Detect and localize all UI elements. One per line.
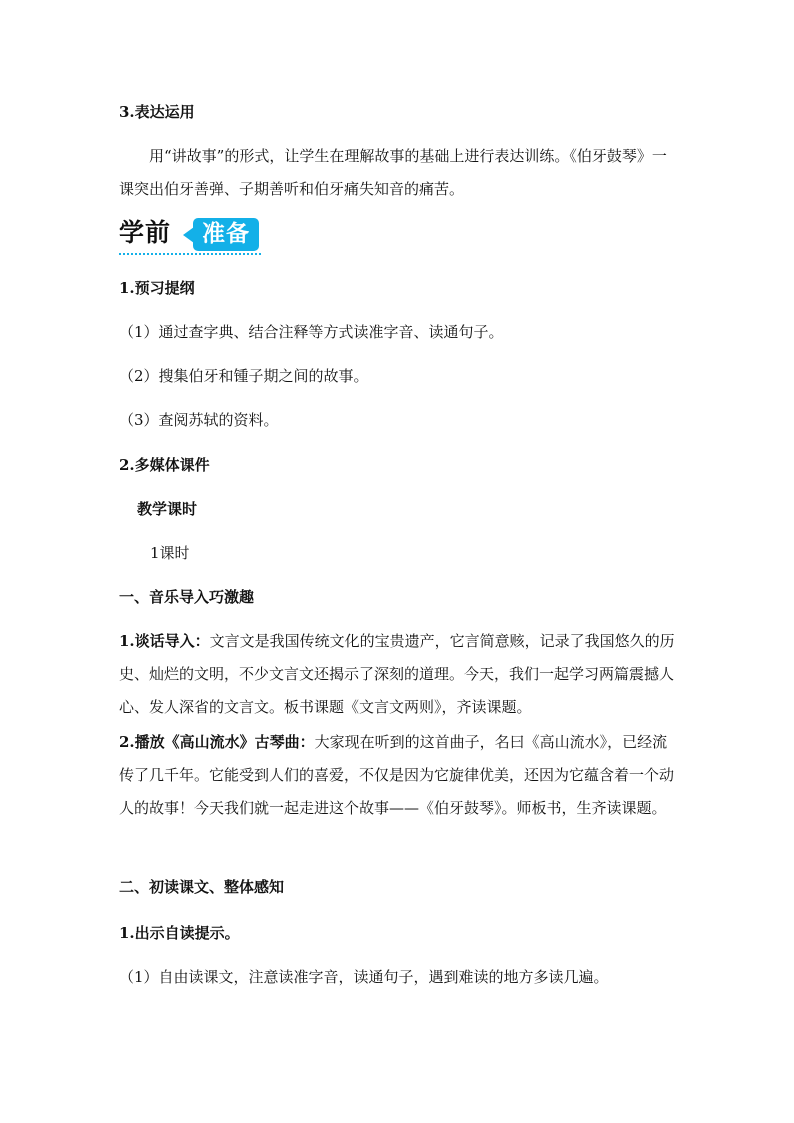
lesson-hours-value: 1课时 [150,544,190,562]
badge-left-text: 学前 [119,218,172,247]
lesson-hours-label: 教学课时 [137,500,198,518]
part-1-heading: 一、音乐导入巧激趣 [119,588,255,606]
part-1-paragraph-1 [119,625,679,724]
pre-study-badge [119,216,261,256]
badge-underline [119,253,261,255]
part-1-p2-label: 2.播放《高山流水》古琴曲： [119,733,315,751]
part-2-item-1: （1）自由读课文，注意读准字音，读通句子，遇到难读的地方多读几遍。 [119,968,609,986]
prep-item-2: （2）搜集伯牙和锺子期之间的故事。 [119,367,369,385]
prep-item-1: （1）通过查字典、结合注释等方式读准字音、读通句子。 [119,323,504,341]
part-1-p1-text: 文言文是我国传统文化的宝贵遗产，它言简意赅，记录了我国悠久的历史、灿烂的文明，不少文言文还揭示了深刻的道理。今天，我们一起学习两篇震撼人心、发人深省的文言文。板书课题《文言文两则》，齐读课题。 [119,632,675,716]
prep-heading-2: 2.多媒体课件 [119,456,210,474]
part-2-heading: 二、初读课文、整体感知 [119,878,285,896]
section-3-body: 用“讲故事”的形式，让学生在理解故事的基础上进行表达训练。《伯牙鼓琴》一课突出伯牙善弹、子期善听和伯牙痛失知音的痛苦。 [119,147,667,198]
part-1-p1-label: 1.谈话导入： [119,632,210,650]
section-3-heading: 3.表达运用 [119,103,195,121]
part-1-p2-text: 大家现在听到的这首曲子，名曰《高山流水》，已经流传了几千年。它能受到人们的喜爱，不仅是因为它旋律优美，还因为它蕴含着一个动人的故事！今天我们就一起走进这个故事——《伯牙鼓琴》。师板书，生齐读课题。 [119,733,675,817]
part-1-paragraph-2 [119,726,679,825]
badge-right-text: 准备 [193,218,259,251]
prep-heading-1: 1.预习提纲 [119,279,195,297]
prep-item-3: （3）查阅苏轼的资料。 [119,411,279,429]
part-2-sub-1: 1.出示自读提示。 [119,924,240,942]
